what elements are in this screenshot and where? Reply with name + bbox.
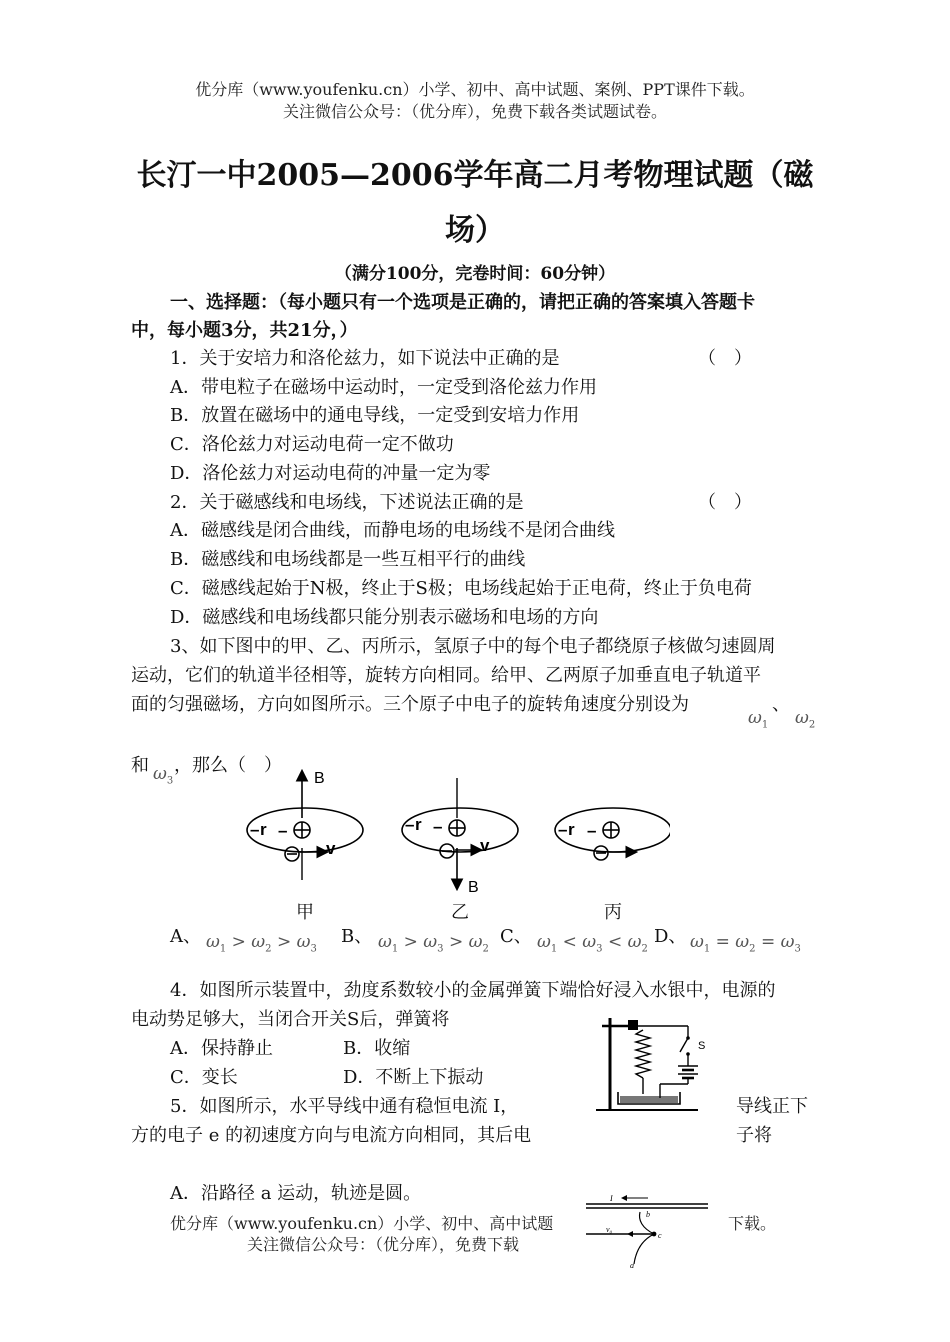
q1-option-d: D．洛伦兹力对运动电荷的冲量一定为零 [170, 463, 491, 484]
figure-label-jia: 甲 [296, 902, 314, 923]
q2-stem: 2．关于磁感线和电场线，下述说法正确的是 [170, 492, 524, 513]
q5-line-2: 方的电子 e 的初速度方向与电流方向相同，其后电 [131, 1125, 532, 1146]
omega-2-symbol: $\omega_2$ [795, 708, 816, 731]
q3-line-2: 运动，它们的轨道半径相等，旋转方向相同。给甲、乙两原子加垂直电子轨道平 [131, 665, 761, 686]
figure-label-yi: 乙 [451, 902, 469, 923]
b-field-label-yi: B [468, 879, 479, 896]
radius-label-bing: r [568, 820, 575, 839]
q5-line-1-right: 导线正下 [736, 1096, 808, 1117]
q1-stem: 1．关于安培力和洛伦兹力，如下说法中正确的是 [170, 348, 560, 369]
section-heading-line-1: 一、选择题：（每小题只有一个选项是正确的，请把正确的答案填入答题卡 [170, 292, 755, 313]
nucleus-icon [294, 822, 310, 838]
q2-option-a: A．磁感线是闭合曲线，而静电场的电场线不是闭合曲线 [170, 520, 615, 541]
subtitle: （满分100分，完卷时间：60分钟） [334, 264, 616, 284]
q3-line-3: 面的匀强磁场，方向如图所示。三个原子中电子的旋转角速度分别设为 [131, 694, 689, 715]
q3-option-c-expression: $\omega_1 < \omega_3 < \omega_2$ [537, 932, 648, 955]
section-heading-line-2: 中，每小题3分，共21分，） [131, 320, 358, 341]
q4-option-d: D．不断上下振动 [343, 1067, 484, 1088]
nucleus-icon [449, 820, 465, 836]
header-line-1: 优分库（www.youfenku.cn）小学、初中、高中试题、案例、PPT课件下载。 [195, 80, 755, 99]
velocity-label-yi: v [480, 836, 490, 855]
footer-line-2: 关注微信公众号：（优分库），免费下载 [247, 1235, 520, 1254]
atom-yi [402, 778, 518, 896]
q3-option-a-letter: A、 [170, 926, 201, 947]
velocity-label-jia: v [326, 839, 336, 858]
q5-line-1: 5．如图所示，水平导线中通有稳恒电流 I， [170, 1096, 519, 1117]
svg-text:–: – [250, 820, 260, 839]
current-label: I [610, 1194, 613, 1203]
omega-3-symbol: $\omega_3$ [153, 764, 174, 787]
q3-option-d-letter: D、 [654, 926, 687, 947]
q1-option-b: B．放置在磁场中的通电导线，一定受到安培力作用 [170, 405, 580, 426]
initial-velocity-label: v₀ [606, 1225, 613, 1234]
q4-option-c: C．变长 [170, 1067, 238, 1088]
q3-option-a-expression: $\omega_1 > \omega_2 > \omega_3$ [206, 932, 317, 955]
radius-label-jia: r [260, 820, 267, 839]
path-c-label: c [658, 1231, 662, 1240]
b-field-label-jia: B [314, 770, 325, 787]
omega-1-symbol: $\omega_1$ [748, 708, 769, 731]
q4-line-2: 电动势足够大，当闭合开关S后，弹簧将 [131, 1009, 450, 1030]
q5-line-2-right: 子将 [736, 1125, 772, 1146]
q1-option-c: C．洛伦兹力对运动电荷一定不做功 [170, 434, 454, 455]
spring-circuit-figure [588, 1012, 718, 1122]
svg-text:–: – [433, 817, 443, 836]
figure-label-bing: 丙 [604, 902, 622, 923]
q2-option-b: B．磁感线和电场线都是一些互相平行的曲线 [170, 549, 526, 570]
path-b-label: b [646, 1210, 650, 1219]
q3-tail: ，那么（ ） [174, 755, 282, 776]
footer-line-1-right: 下载。 [728, 1214, 777, 1233]
wire-electron-figure [582, 1190, 714, 1272]
switch-label: S [698, 1040, 706, 1052]
nucleus-icon [603, 822, 619, 838]
q4-line-1: 4．如图所示装置中，劲度系数较小的金属弹簧下端恰好浸入水银中，电源的 [170, 980, 776, 1001]
header-line-2: 关注微信公众号：（优分库），免费下载各类试题试卷。 [282, 102, 667, 121]
q3-and: 和 [131, 755, 149, 776]
battery-icon [678, 1066, 698, 1078]
q4-option-b: B．收缩 [343, 1038, 411, 1059]
svg-text:–: – [558, 820, 568, 839]
page-title-line-2: 场） [445, 213, 505, 248]
electron-icon [440, 844, 454, 858]
atom-bing [555, 808, 670, 860]
q3-option-b-letter: B、 [341, 926, 373, 947]
path-a-label: a [630, 1261, 634, 1270]
q3-option-b-expression: $\omega_1 > \omega_3 > \omega_2$ [378, 932, 489, 955]
atom-jia [247, 770, 363, 880]
q1-answer-paren: （ ） [698, 348, 752, 369]
svg-text:–: – [405, 815, 415, 834]
q3-separator: 、 [772, 694, 790, 715]
svg-text:–: – [278, 821, 288, 840]
q2-option-c: C．磁感线起始于N极，终止于S极；电场线起始于正电荷，终止于负电荷 [170, 578, 752, 599]
svg-text:–: – [587, 821, 597, 840]
q4-option-a: A．保持静止 [170, 1038, 273, 1059]
electron-icon [285, 847, 299, 861]
q3-atoms-figure [230, 768, 670, 898]
q2-option-d: D．磁感线和电场线都只能分别表示磁场和电场的方向 [170, 607, 599, 628]
q3-option-d-expression: $\omega_1 = \omega_2 = \omega_3$ [690, 932, 801, 955]
q3-option-c-letter: C、 [500, 926, 532, 947]
q3-line-1: 3、如下图中的甲、乙、丙所示，氢原子中的每个电子都绕原子核做匀速圆周 [170, 636, 776, 657]
electron-icon [594, 846, 608, 860]
radius-label-yi: r [415, 815, 422, 834]
q2-answer-paren: （ ） [698, 492, 752, 513]
page-title-line-1: 长汀一中2005—2006学年高二月考物理试题（磁 [136, 158, 814, 193]
q1-option-a: A．带电粒子在磁场中运动时，一定受到洛伦兹力作用 [170, 377, 597, 398]
footer-line-1: 优分库（www.youfenku.cn）小学、初中、高中试题 [170, 1214, 554, 1233]
q5-option-a: A．沿路径 a 运动，轨迹是圆。 [170, 1183, 422, 1204]
